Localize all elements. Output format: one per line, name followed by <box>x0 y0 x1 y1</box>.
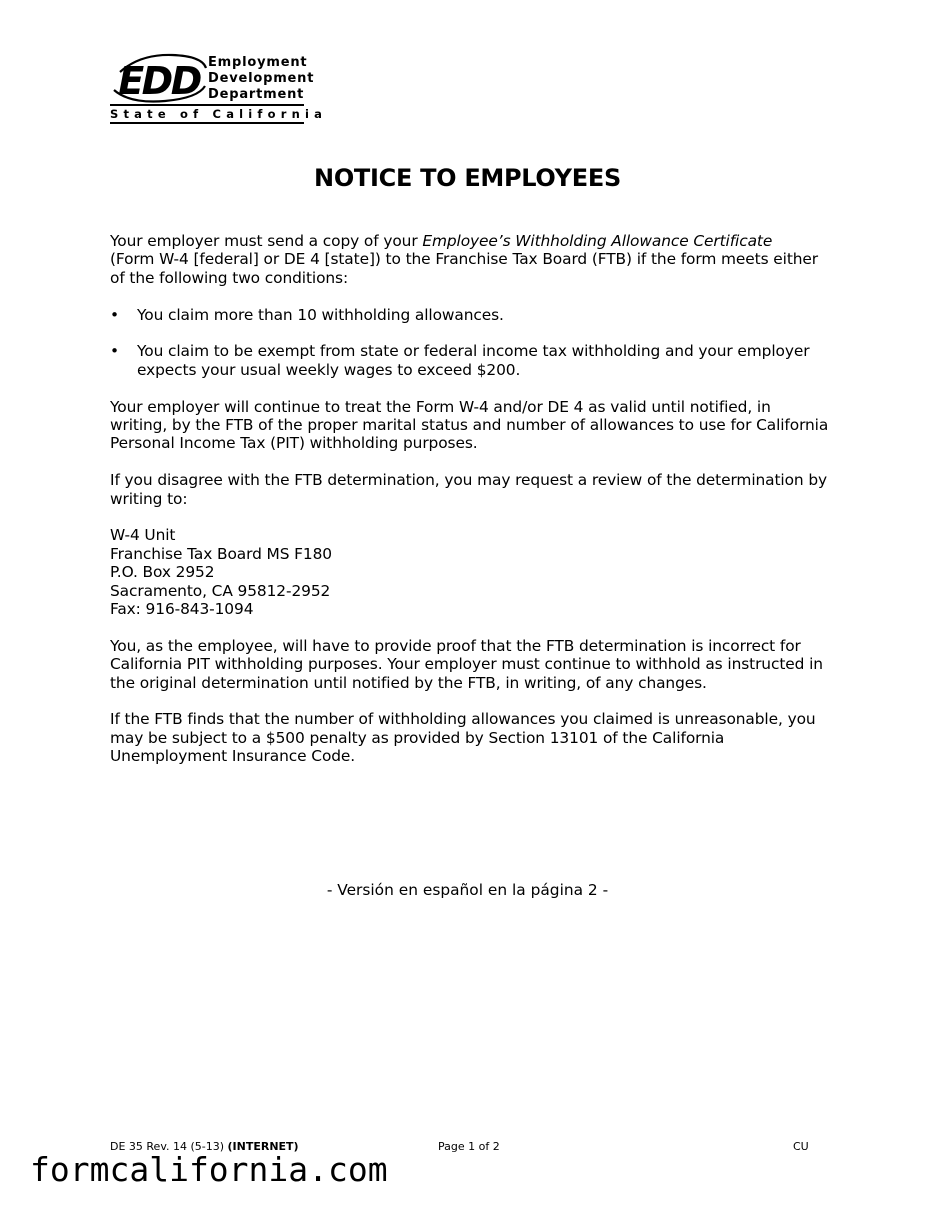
address-line: Sacramento, CA 95812-2952 <box>110 581 331 600</box>
address-line: W-4 Unit <box>110 526 176 545</box>
penalty-paragraph: If the FTB finds that the number of withholding allowances you claimed is unreasonable, you may be subject to a $500 penalty as provided by Section 13101 of the California Unemployment Insurance Code. <box>110 710 816 766</box>
proof-paragraph: You, as the employee, will have to provide proof that the FTB determination is incorrect for California PIT withholding purposes. Your employer must continue to withhold as instructed in the original determination until notified by the FTB, in writing, of any changes. <box>110 636 823 692</box>
watermark: formcalifornia.com <box>30 1150 388 1189</box>
edd-name <box>208 55 314 103</box>
conditions-list <box>110 306 830 380</box>
intro-paragraph <box>110 232 830 287</box>
condition-text: You claim to be exempt from state or federal income tax withholding and your employer expects your usual weekly wages to exceed $200. <box>137 342 810 379</box>
bullet-icon: • <box>110 305 119 324</box>
page-number: Page 1 of 2 <box>438 1140 500 1153</box>
mailing-address <box>110 526 830 618</box>
fax-line: Fax: 916-843-1094 <box>110 600 254 619</box>
edd-oval-mark <box>110 52 210 104</box>
edd-line-development: Development <box>208 71 315 86</box>
form-id-bold: (INTERNET) <box>227 1140 299 1153</box>
list-item <box>110 306 830 324</box>
page-title: NOTICE TO EMPLOYEES <box>314 164 621 192</box>
notice-body <box>110 232 830 784</box>
edd-line-employment: Employment <box>208 55 308 70</box>
address-line: Franchise Tax Board MS F180 <box>110 544 332 563</box>
list-item <box>110 342 830 379</box>
spanish-version-note: - Versión en español en la página 2 - <box>326 881 609 899</box>
valid-paragraph: Your employer will continue to treat the Form W-4 and/or DE 4 as valid until notified, in writing, by the FTB of the proper marital status and number of allowances to use for California Personal Income Tax (PIT) withholding purposes. <box>110 397 829 453</box>
condition-text: You claim more than 10 withholding allowances. <box>137 305 504 324</box>
logo-rule-bottom <box>110 122 304 124</box>
state-of-california: State of California <box>110 107 328 121</box>
form-name-italic: Employee’s Withholding Allowance Certificate <box>422 232 773 250</box>
bullet-icon: • <box>110 342 119 361</box>
edd-mark-text: EDD <box>118 59 200 103</box>
edd-line-department: Department <box>208 87 305 102</box>
address-line: P.O. Box 2952 <box>110 563 215 582</box>
intro-text-before: Your employer must send a copy of your <box>110 232 423 250</box>
form-id-text: DE 35 Rev. 14 (5-13) <box>110 1140 228 1153</box>
form-code: CU <box>793 1140 809 1153</box>
edd-logo <box>110 52 328 124</box>
logo-rule-top <box>110 104 304 106</box>
disagree-paragraph: If you disagree with the FTB determination, you may request a review of the determination by writing to: <box>110 471 828 508</box>
intro-text-after: (Form W-4 [federal] or DE 4 [state]) to the Franchise Tax Board (FTB) if the form meets either of the following two conditions: <box>110 250 819 287</box>
